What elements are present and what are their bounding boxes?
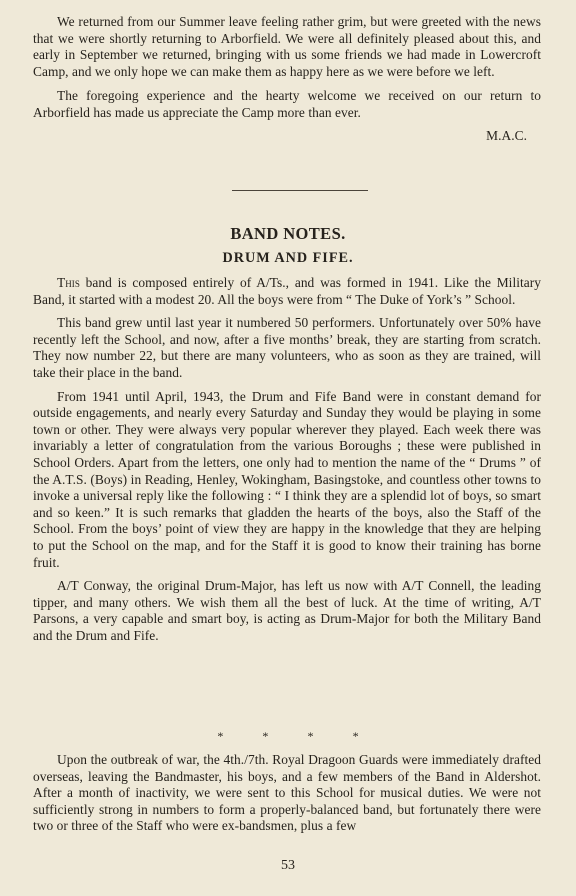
band-notes-body bbox=[33, 275, 541, 644]
history-block bbox=[33, 752, 541, 835]
lead-word: This bbox=[57, 275, 80, 290]
section-separator: * * * * bbox=[217, 729, 359, 743]
paragraph-formation bbox=[33, 275, 541, 308]
section-subtitle: DRUM AND FIFE. bbox=[222, 250, 354, 266]
page-number: 53 bbox=[281, 858, 295, 873]
signature: M.A.C. bbox=[486, 127, 527, 143]
paragraph-growth: This band grew until last year it numbered 50 performers. Unfortunately over 50% have recently left the School, and now, after a five months’ break, they are starting from scratch. They now number 22, but there are many volunteers, who as soon as they are trained, will take their place in the band. bbox=[33, 315, 541, 380]
paragraph-drum-major: A/T Conway, the original Drum-Major, has left us now with A/T Connell, the leading tipper, and many others. We wish them all the best of luck. At the time of writing, A/T Parsons, a very capable and smart boy, is acting as Drum-Major for both the Military Band and the Drum and Fife. bbox=[33, 578, 541, 643]
paragraph-outbreak: Upon the outbreak of war, the 4th./7th. Royal Dragoon Guards were immediately drafted overseas, leaving the Bandmaster, his boys, and a few members of the Band in Aldershot. After a month of inactivity, we were sent to this School for musical duties. We were not sufficiently strong in numbers to form a properly-balanced band, but fortunately there were two or three of the Staff who were ex-bandsmen, plus a few bbox=[33, 752, 541, 834]
section-divider bbox=[232, 190, 368, 191]
intro-paragraph-1: We returned from our Summer leave feeling rather grim, but were greeted with the news that we were shortly returning to Arborfield. We were all definitely pleased about this, and early in September we returned, bringing with us some friends we had made in Lowercroft Camp, and we only hope we can make them as happy here as we were before we left. bbox=[33, 14, 541, 79]
section-title: BAND NOTES. bbox=[230, 224, 346, 243]
paragraph-formation-text: band is composed entirely of A/Ts., and was formed in 1941. Like the Military Band, it started with a modest 20. All the boys were from “ The Duke of York’s ” School. bbox=[33, 275, 541, 307]
paragraph-engagements: From 1941 until April, 1943, the Drum and Fife Band were in constant demand for outside engagements, and nearly every Saturday and Sunday they would be playing in some town or other. They were always very popular wherever they played. Each week there was invariably a letter of congratulation from the various Boroughs ; these were published in School Orders. Apart from the letters, one only had to mention the name of the “ Drums ” of the A.T.S. (Boys) in Reading, Henley, Wokingham, Basingstoke, and countless other towns to invoke a universal reply like the following : “ I think they are a splendid lot of boys, so smart and so keen.” It is such remarks that gladden the hearts of the boys, also the Staff of the School. From the boys’ point of view they are happy in the knowledge that they are helping to put the School on the map, and for the Staff it is good to know their training has borne fruit. bbox=[33, 388, 541, 570]
intro-block bbox=[33, 14, 541, 144]
intro-paragraph-2: The foregoing experience and the hearty welcome we received on our return to Arborfield has made us appreciate the Camp more than ever. bbox=[33, 88, 541, 120]
